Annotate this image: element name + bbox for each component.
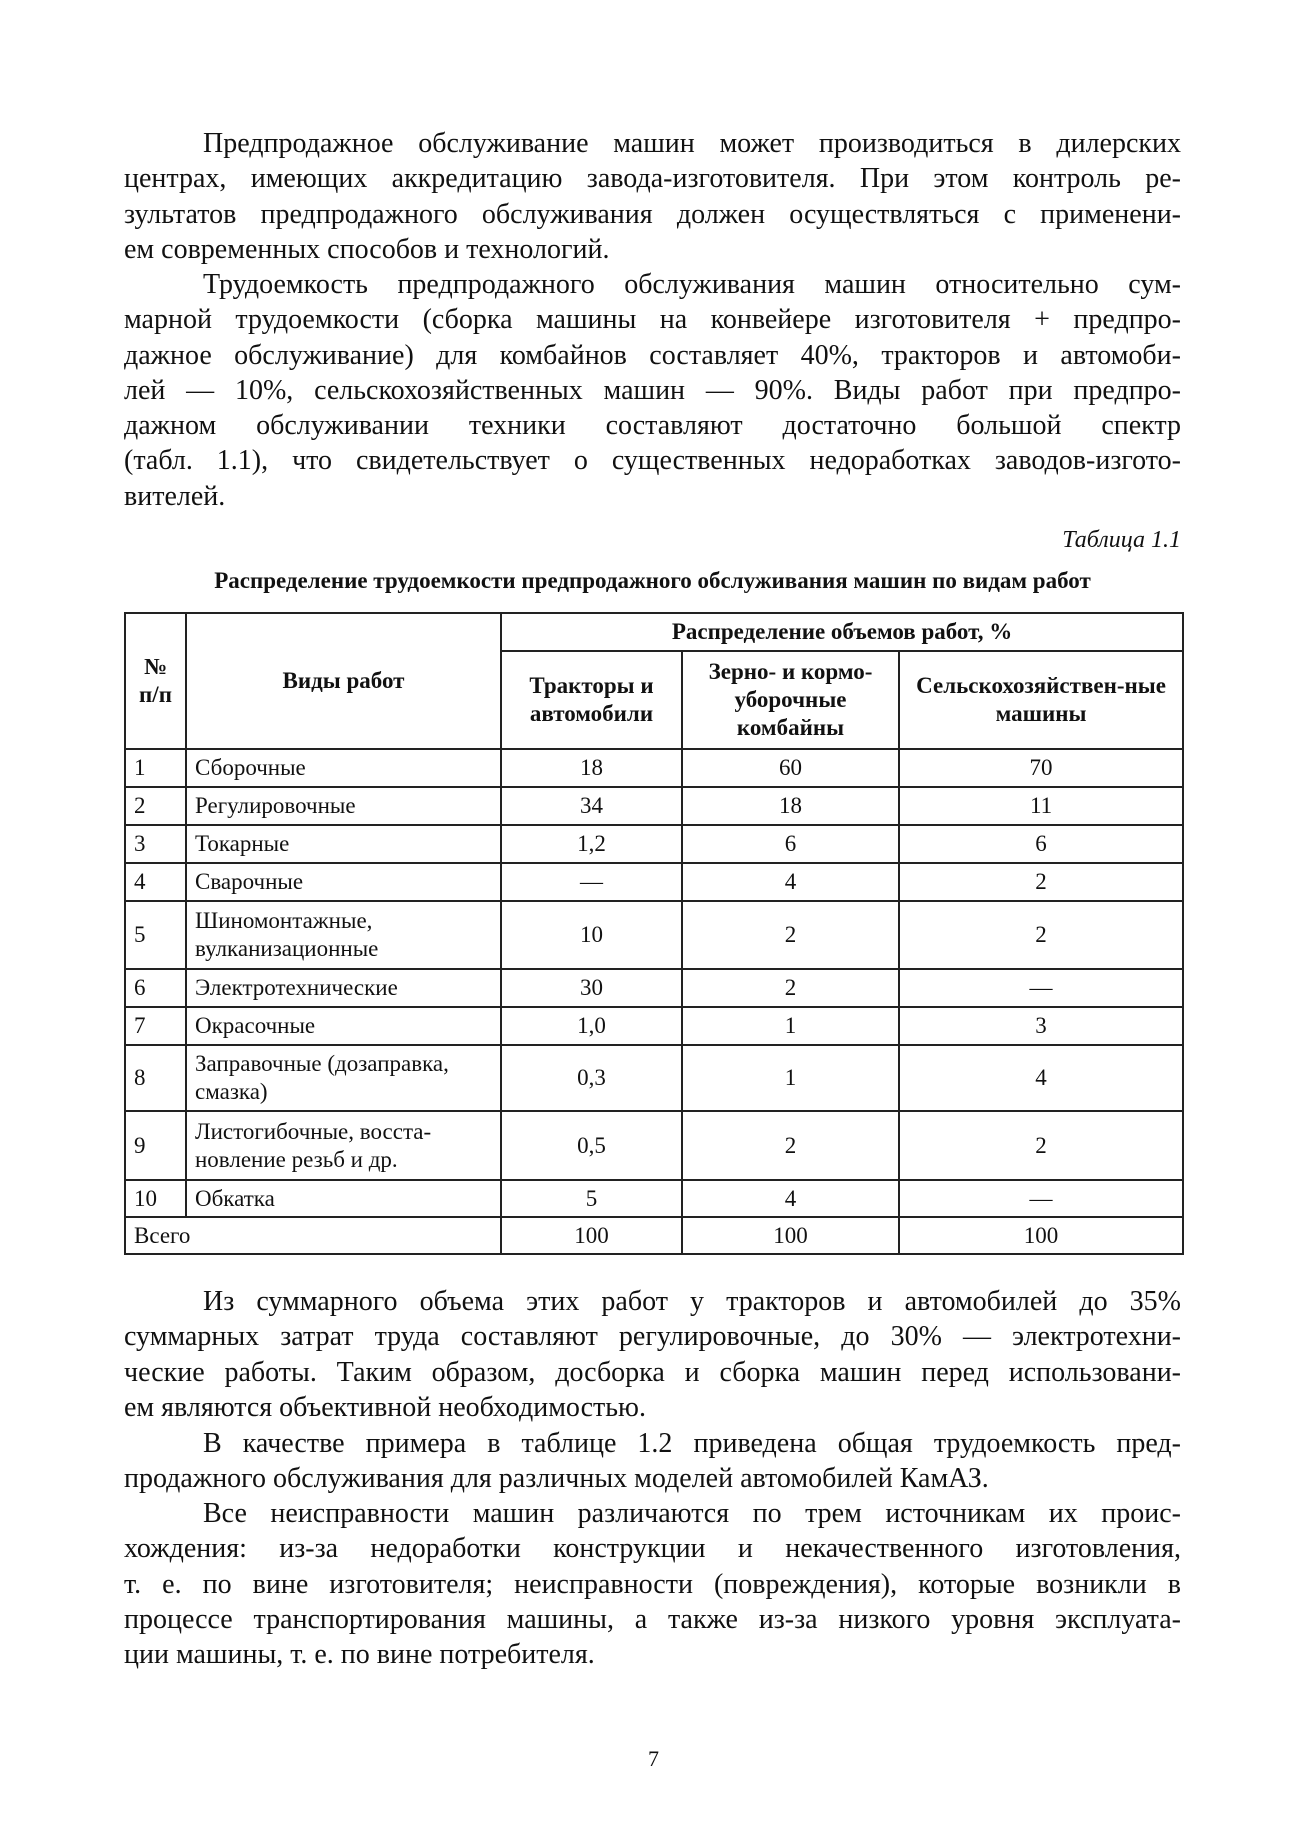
text-line: дажное обслуживание) для комбайнов составляет 40%, тракторов и автомоби- xyxy=(124,339,1181,371)
agri-value: 4 xyxy=(899,1045,1183,1111)
combines-value: 4 xyxy=(682,863,899,901)
agri-value: — xyxy=(899,969,1183,1007)
text-line: процессе транспортирования машины, а также из-за низкого уровня эксплуата- xyxy=(124,1603,1181,1635)
header-combines: Зерно- и кормо-уборочные комбайны xyxy=(682,651,899,749)
header-work-type: Виды работ xyxy=(186,613,501,749)
agri-value: — xyxy=(899,1180,1183,1217)
row-number: 5 xyxy=(125,901,186,969)
table-row xyxy=(125,901,1183,969)
text-line: т. е. по вине изготовителя; неисправности (повреждения), которые возникли в xyxy=(124,1568,1181,1600)
combines-value: 60 xyxy=(682,749,899,787)
text-line: продажного обслуживания для различных моделей автомобилей КамАЗ. xyxy=(124,1463,989,1495)
work-type: Сварочные xyxy=(186,863,501,901)
table-row xyxy=(125,787,1183,825)
text-line: Из суммарного объема этих работ у тракторов и автомобилей до 35% xyxy=(203,1286,1181,1317)
row-number: 6 xyxy=(125,969,186,1007)
total-combines: 100 xyxy=(682,1217,899,1254)
row-number: 4 xyxy=(125,863,186,901)
tractors-value: 30 xyxy=(501,969,682,1007)
total-tractors: 100 xyxy=(501,1217,682,1254)
work-type: Листогибочные, восста-новление резьб и др. xyxy=(186,1111,501,1180)
work-type: Окрасочные xyxy=(186,1007,501,1045)
row-number: 2 xyxy=(125,787,186,825)
work-type: Электротехнические xyxy=(186,969,501,1007)
table-row xyxy=(125,1045,1183,1111)
paragraph-1 xyxy=(124,126,1181,267)
tractors-value: 1,2 xyxy=(501,825,682,863)
paragraph-5 xyxy=(124,1496,1181,1672)
text-line: (табл. 1.1), что свидетельствует о существенных недоработках заводов-изгото- xyxy=(124,445,1181,477)
text-line: Трудоемкость предпродажного обслуживания машин относительно сум- xyxy=(203,269,1181,300)
text-line: центрах, имеющих аккредитацию завода-изготовителя. При этом контроль ре- xyxy=(124,163,1181,195)
work-type: Заправочные (дозаправка, смазка) xyxy=(186,1045,501,1111)
table-row xyxy=(125,969,1183,1007)
paragraph-2 xyxy=(124,267,1181,514)
tractors-value: 18 xyxy=(501,749,682,787)
text-line: дажном обслуживании техники составляют достаточно большой спектр xyxy=(124,410,1181,442)
text-line: Предпродажное обслуживание машин может производиться в дилерских xyxy=(203,128,1181,159)
text-line: хождения: из-за недоработки конструкции и некачественного изготовления, xyxy=(124,1533,1181,1565)
combines-value: 18 xyxy=(682,787,899,825)
total-agri: 100 xyxy=(899,1217,1183,1254)
work-type: Шиномонтажные, вулканизационные xyxy=(186,901,501,969)
tractors-value: 0,5 xyxy=(501,1111,682,1180)
text-line: лей — 10%, сельскохозяйственных машин — 90%. Виды работ при предпро- xyxy=(124,374,1181,406)
work-type: Токарные xyxy=(186,825,501,863)
combines-value: 2 xyxy=(682,901,899,969)
table-row xyxy=(125,825,1183,863)
text-line: вителей. xyxy=(124,480,226,512)
text-line: ем являются объективной необходимостью. xyxy=(124,1391,646,1423)
text-line: зультатов предпродажного обслуживания должен осуществляться с применени- xyxy=(124,198,1181,230)
header-number: № п/п xyxy=(125,613,186,749)
text-line: Все неисправности машин различаются по трем источникам их проис- xyxy=(203,1498,1181,1529)
row-number: 3 xyxy=(125,825,186,863)
work-distribution-table xyxy=(124,612,1184,1255)
table-caption: Таблица 1.1 xyxy=(1062,527,1181,553)
text-line: В качестве примера в таблице 1.2 приведена общая трудоемкость пред- xyxy=(203,1428,1181,1459)
text-line: ческие работы. Таким образом, досборка и сборка машин перед использовани- xyxy=(124,1356,1181,1388)
row-number: 9 xyxy=(125,1111,186,1180)
agri-value: 2 xyxy=(899,1111,1183,1180)
header-group: Распределение объемов работ, % xyxy=(501,613,1183,651)
table-title: Распределение трудоемкости предпродажного обслуживания машин по видам работ xyxy=(214,568,1091,593)
table-row xyxy=(125,1111,1183,1180)
row-number: 8 xyxy=(125,1045,186,1111)
total-label: Всего xyxy=(125,1217,501,1254)
row-number: 10 xyxy=(125,1180,186,1217)
paragraph-3 xyxy=(124,1284,1181,1425)
agri-value: 6 xyxy=(899,825,1183,863)
tractors-value: 0,3 xyxy=(501,1045,682,1111)
agri-value: 11 xyxy=(899,787,1183,825)
row-number: 1 xyxy=(125,749,186,787)
row-number: 7 xyxy=(125,1007,186,1045)
header-tractors: Тракторы и автомобили xyxy=(501,651,682,749)
tractors-value: 34 xyxy=(501,787,682,825)
text-line: ем современных способов и технологий. xyxy=(124,233,610,265)
text-line: суммарных затрат труда составляют регулировочные, до 30% — электротехни- xyxy=(124,1321,1181,1353)
tractors-value: 1,0 xyxy=(501,1007,682,1045)
combines-value: 6 xyxy=(682,825,899,863)
agri-value: 3 xyxy=(899,1007,1183,1045)
combines-value: 1 xyxy=(682,1007,899,1045)
agri-value: 2 xyxy=(899,863,1183,901)
combines-value: 2 xyxy=(682,1111,899,1180)
tractors-value: 5 xyxy=(501,1180,682,1217)
total-row xyxy=(125,1217,1183,1254)
work-type: Сборочные xyxy=(186,749,501,787)
table-row xyxy=(125,749,1183,787)
combines-value: 2 xyxy=(682,969,899,1007)
work-type: Обкатка xyxy=(186,1180,501,1217)
combines-value: 4 xyxy=(682,1180,899,1217)
agri-value: 70 xyxy=(899,749,1183,787)
tractors-value: 10 xyxy=(501,901,682,969)
table-row xyxy=(125,1180,1183,1217)
table-row xyxy=(125,1007,1183,1045)
text-line: ции машины, т. е. по вине потребителя. xyxy=(124,1639,595,1671)
table-row xyxy=(125,863,1183,901)
header-agri-machines: Сельскохозяйствен-ные машины xyxy=(899,651,1183,749)
agri-value: 2 xyxy=(899,901,1183,969)
combines-value: 1 xyxy=(682,1045,899,1111)
paragraph-4 xyxy=(124,1426,1181,1497)
text-line: марной трудоемкости (сборка машины на конвейере изготовителя + предпро- xyxy=(124,304,1181,336)
page-number: 7 xyxy=(648,1746,659,1771)
tractors-value: — xyxy=(501,863,682,901)
work-type: Регулировочные xyxy=(186,787,501,825)
